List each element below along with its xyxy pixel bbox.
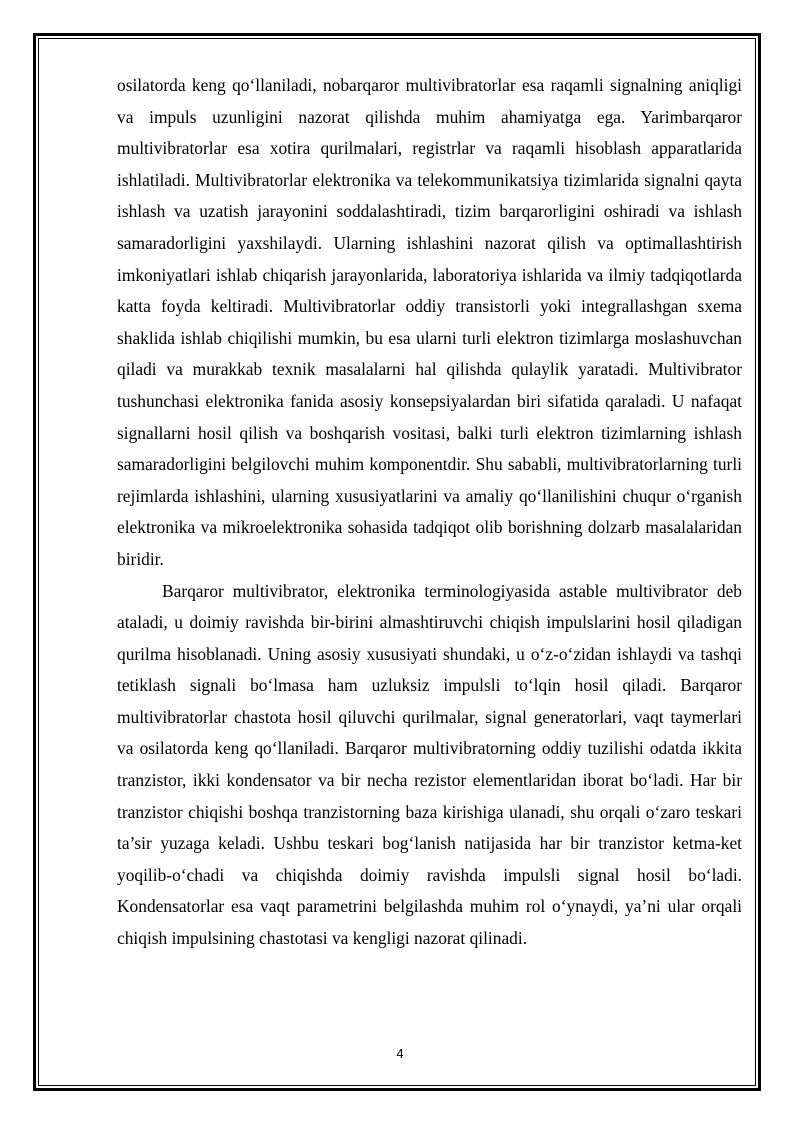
document-body — [117, 70, 742, 955]
paragraph-astable-multivibrator: Barqaror multivibrator, elektronika terminologiyasida astable multivibrator deb ataladi, u doimiy ravishda bir-birini almashtiruvchi chiqish impulslarini hosil qiladigan qurilma hisoblanadi. Uning asosiy xususiyati shundaki, u o‘z-o‘zidan ishlaydi va tashqi tetiklash signali bo‘lmasa ham uzluksiz impulsli to‘lqin hosil qiladi. Barqaror multivibratorlar chastota hosil qiluvchi qurilmalar, signal generatorlari, vaqt taymerlari va osilatorda keng qo‘llaniladi. Barqaror multivibratorning oddiy tuzilishi odatda ikkita tranzistor, ikki kondensator va bir necha rezistor elementlaridan iborat bo‘ladi. Har bir tranzistor chiqishi boshqa tranzistorning baza kirishiga ulanadi, shu orqali o‘zaro teskari ta’sir yuzaga keladi. Ushbu teskari bog‘lanish natijasida har bir tranzistor ketma-ket yoqilib-o‘chadi va chiqishda doimiy ravishda impulsli signal hosil bo‘ladi. Kondensatorlar esa vaqt parametrini belgilashda muhim rol o‘ynaydi, ya’ni ular orqali chiqish impulsining chastotasi va kengligi nazorat qilinadi. — [117, 580, 742, 949]
page-number: 4 — [396, 1046, 404, 1061]
paragraph-continuation: osilatorda keng qo‘llaniladi, nobarqaror multivibratorlar esa raqamli signalning aniqligi va impuls uzunligini nazorat qilishda muhim ahamiyatga ega. Yarimbarqaror multivibratorlar esa xotira qurilmalari, registrlar va raqamli hisoblash apparatlarida ishlatiladi. Multivibratorlar elektronika va telekommunikatsiya tizimlarida signalni qayta ishlash va uzatish jarayonini soddalashtiradi, tizim barqarorligini oshiradi va ishlash samaradorligini yaxshilaydi. Ularning ishlashini nazorat qilish va optimallashtirish imkoniyatlari ishlab chiqarish jarayonlarida, laboratoriya ishlarida va ilmiy tadqiqotlarda katta foyda keltiradi. Multivibratorlar oddiy transistorli yoki integrallashgan sxema shaklida ishlab chiqilishi mumkin, bu esa ularni turli elektron tizimlarga moslashuvchan qiladi va murakkab texnik masalalarni hal qilishda qulaylik yaratadi. Multivibrator tushunchasi elektronika fanida asosiy konsepsiyalardan biri sifatida qaraladi. U nafaqat signallarni hosil qilish va boshqarish vositasi, balki turli elektron tizimlarning ishlash samaradorligini belgilovchi muhim komponentdir. Shu sababli, multivibratorlarning turli rejimlarda ishlashini, ularning xususiyatlarini va amaliy qo‘llanilishini chuqur o‘rganish elektronika va mikroelektronika sohasida tadqiqot olib borishning dolzarb masalalaridan biridir. — [117, 75, 742, 569]
